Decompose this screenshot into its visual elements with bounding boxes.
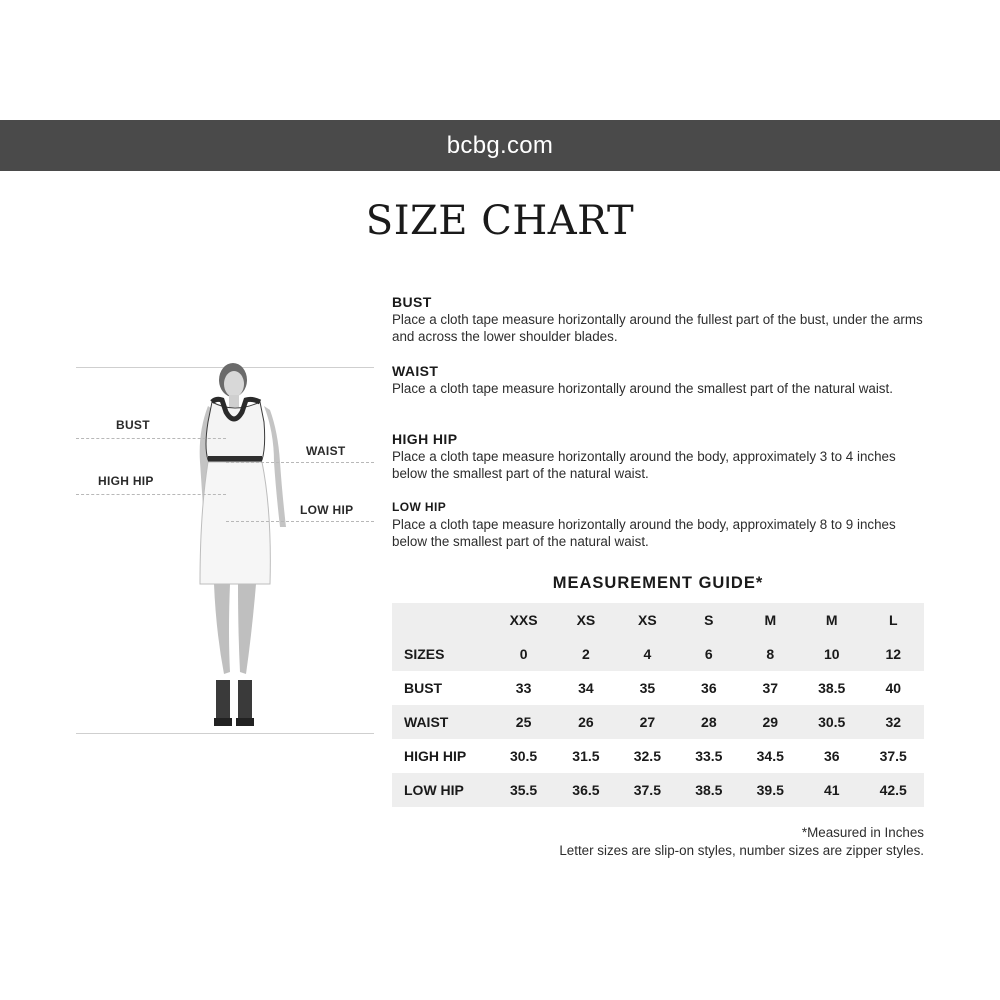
table-cell: 42.5 [862,773,924,807]
table-cell: 36.5 [555,773,616,807]
table-cell: 36 [701,680,717,696]
figure-bottom-rule [76,733,374,734]
model-figure-panel [76,362,376,737]
table-cell: 35.5 [492,773,555,807]
site-banner [0,120,1000,171]
table-row [392,637,924,671]
table-cell: 31.5 [572,748,600,764]
footnotes [559,824,924,860]
row-label-low-hip: LOW HIP [392,773,492,807]
table-header-cell: M [801,603,862,637]
table-row [392,739,924,773]
table-cell: 37 [762,680,779,696]
table-cell: 27 [617,705,678,739]
low-hip-text: Place a cloth tape measure horizontally around the body, approximately 8 to 9 inches below the smallest part of the natural waist. [392,517,896,549]
measurement-table [392,603,924,807]
table-row [392,705,924,739]
table-cell: 37.5 [879,748,907,764]
high-hip-text: Place a cloth tape measure horizontally around the body, approximately 3 to 4 inches below the smallest part of the natural waist. [392,449,896,481]
table-cell: 0 [492,637,555,671]
figure-label-bust: BUST [116,418,150,432]
dress-model-illustration [186,362,296,732]
table-header-cell: XXS [492,603,555,637]
table-header-cell: XS [555,603,616,637]
low-hip-description [392,499,932,550]
table-header-cell: XS [617,603,678,637]
table-cell: 38.5 [678,773,739,807]
table-cell: 28 [678,705,739,739]
table-cell: 39.5 [740,773,801,807]
row-label-sizes: SIZES [392,637,492,671]
measurement-guide-title: MEASUREMENT GUIDE* [552,574,764,592]
table-cell: 6 [678,637,739,671]
table-cell: 36 [823,748,840,764]
table-cell: 30.5 [801,705,862,739]
waist-text: Place a cloth tape measure horizontally around the smallest part of the natural waist. [392,381,893,396]
waist-description [392,363,932,397]
figure-label-high-hip: HIGH HIP [98,474,154,488]
table-cell: 4 [617,637,678,671]
bust-text: Place a cloth tape measure horizontally around the fullest part of the bust, under the arms and across the lower shoulder blades. [392,312,923,344]
table-header-row [392,603,924,637]
figure-label-low-hip: LOW HIP [300,503,354,517]
table-cell: 35 [639,680,656,696]
table-cell: 33 [515,680,532,696]
waist-heading: WAIST [392,363,439,379]
table-cell: 25 [492,705,555,739]
site-url: bcbg.com [446,131,554,159]
figure-label-waist: WAIST [306,444,346,458]
low-hip-heading: LOW HIP [392,500,447,514]
table-cell: 40 [885,680,902,696]
table-cell: 26 [555,705,616,739]
table-cell: 38.5 [818,680,846,696]
table-cell: 12 [862,637,924,671]
bust-description [392,294,932,345]
measured-note: *Measured in Inches [801,825,924,840]
table-cell: 2 [555,637,616,671]
bust-guide-line [76,438,226,439]
table-cell: 37.5 [617,773,678,807]
page-title: SIZE CHART [365,198,635,244]
table-cell: 34.5 [756,748,784,764]
row-label-high-hip: HIGH HIP [404,748,467,764]
table-cell: 8 [740,637,801,671]
table-row [392,671,924,705]
table-header-cell: S [678,603,739,637]
waist-guide-line [226,462,374,463]
table-corner-cell [392,603,492,637]
table-cell: 33.5 [695,748,723,764]
low-hip-guide-line [226,521,374,522]
styles-note: Letter sizes are slip-on styles, number sizes are zipper styles. [559,843,924,858]
table-cell: 30.5 [509,748,538,764]
row-label-waist: WAIST [392,705,492,739]
table-row [392,773,924,807]
table-cell: 32 [862,705,924,739]
table-cell: 32.5 [633,748,661,764]
table-cell: 29 [740,705,801,739]
table-cell: 41 [801,773,862,807]
high-hip-heading: HIGH HIP [392,431,458,447]
table-header-cell: M [740,603,801,637]
table-cell: 34 [578,680,594,696]
high-hip-guide-line [76,494,226,495]
row-label-bust: BUST [404,680,443,696]
high-hip-description [392,431,932,482]
table-cell: 10 [801,637,862,671]
table-header-cell: L [862,603,924,637]
bust-heading: BUST [392,294,432,310]
